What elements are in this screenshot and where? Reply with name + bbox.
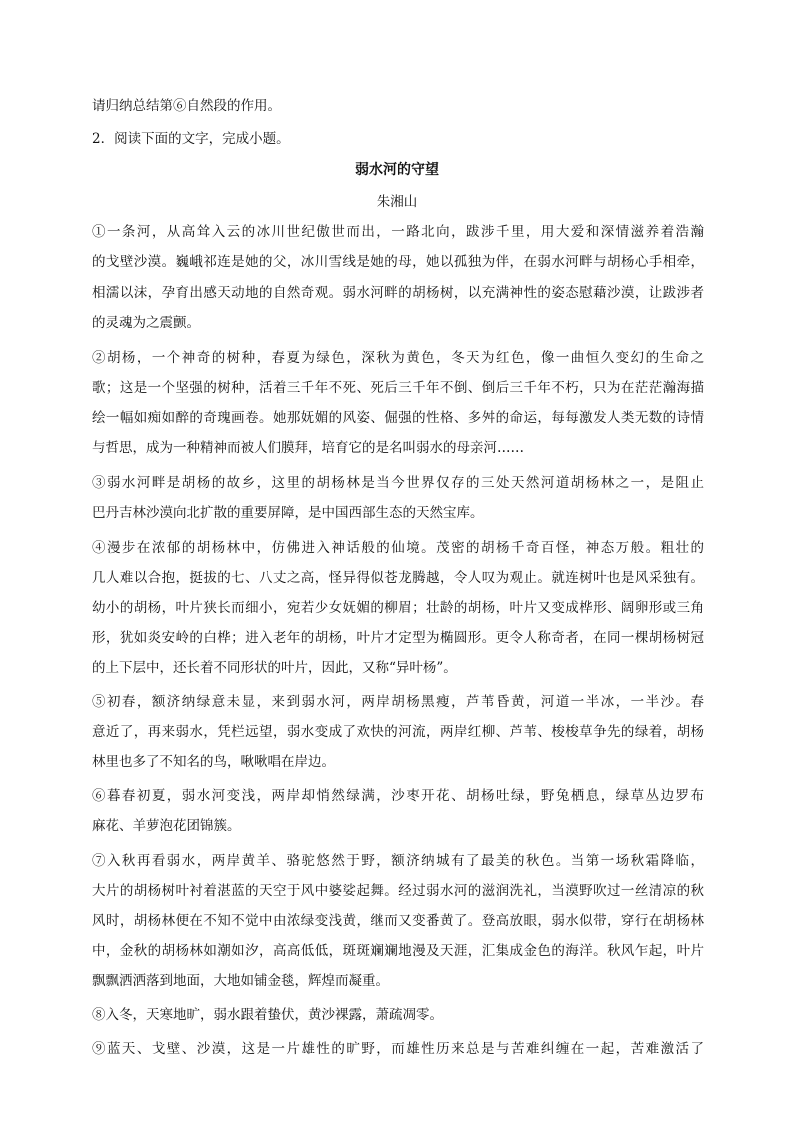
text-line: 麻花、羊萝泡花团锦簇。 bbox=[92, 818, 241, 834]
article-author: 朱湘山 bbox=[376, 194, 418, 210]
text-line: 歌；这是一个坚强的树种，活着三千年不死、死后三千年不倒、倒后三千年不朽，只为在茫茫瀚海描 bbox=[92, 380, 704, 396]
text-line: 的上下层中，还长着不同形状的叶片，因此，又称“异叶杨”。 bbox=[92, 660, 457, 676]
text-line: 几人难以合抱，挺拔的七、八丈之高，怪异得似苍龙腾越，令人叹为观止。就连树叶也是风采独有。 bbox=[92, 570, 704, 586]
text-line: 意近了，再来弱水，凭栏远望，弱水变成了欢快的河流，两岸红柳、芦苇、梭梭草争先的绿着，胡杨 bbox=[92, 724, 704, 740]
text-line: 风时，胡杨林便在不知不觉中由浓绿变浅黄，继而又变番黄了。登高放眼，弱水似带，穿行在胡杨林 bbox=[92, 913, 704, 929]
intro-question: 请归纳总结第⑥自然段的作用。 bbox=[92, 98, 281, 114]
text-line: 大片的胡杨树叶衬着湛蓝的天空于风中婆娑起舞。经过弱水河的滋润洗礼，当漠野吹过一丝清凉的秋 bbox=[92, 883, 704, 899]
text-line: ⑧入冬，天寒地旷，弱水跟着蛰伏，黄沙裸露，萧疏凋零。 bbox=[92, 1007, 443, 1023]
article-title: 弱水河的守望 bbox=[355, 162, 439, 178]
text-line: 巴丹吉林沙漠向北扩散的重要屏障，是中国西部生态的天然宝库。 bbox=[92, 505, 484, 521]
text-line: ⑥暮春初夏，弱水河变浅，两岸却悄然绿满，沙枣开花、胡杨吐绿，野兔栖息，绿草丛边罗布 bbox=[92, 788, 704, 804]
text-line: 形，犹如炎安岭的白桦；进入老年的胡杨，叶片才定型为椭圆形。更令人称奇者，在同一棵胡杨树冠 bbox=[92, 630, 704, 646]
text-line: 与哲思，成为一种精神而被人们膜拜，培育它的是名叫弱水的母亲河…… bbox=[92, 440, 524, 456]
text-line: ②胡杨，一个神奇的树种，春夏为绿色，深秋为黄色，冬天为红色，像一曲恒久变幻的生命之 bbox=[92, 350, 704, 366]
text-line: 的戈壁沙漠。巍峨祁连是她的父，冰川雪线是她的母，她以孤独为伴，在弱水河畔与胡杨心手相牵， bbox=[92, 254, 704, 270]
text-line: 绘一幅如痴如醉的奇瑰画卷。她那妩媚的风姿、倔强的性格、多舛的命运，每每激发人类无数的诗情 bbox=[92, 410, 704, 426]
text-line: 幼小的胡杨，叶片狭长而细小，宛若少女妩媚的柳眉；壮龄的胡杨，叶片又变成桦形、阔卵形或三角 bbox=[92, 600, 704, 616]
question-heading: 2．阅读下面的文字，完成小题。 bbox=[92, 131, 290, 147]
text-line: ①一条河，从高耸入云的冰川世纪傲世而出，一路北向，跋涉千里，用大爱和深情滋养着浩瀚 bbox=[92, 224, 704, 240]
text-line: 林里也多了不知名的鸟，啾啾唱在岸边。 bbox=[92, 754, 335, 770]
text-line: ④漫步在浓郁的胡杨林中，仿佛进入神话般的仙境。茂密的胡杨千奇百怪，神态万般。粗壮的 bbox=[92, 540, 704, 556]
text-line: ③弱水河畔是胡杨的故乡，这里的胡杨林是当今世界仅存的三处天然河道胡杨林之一，是阻止 bbox=[92, 475, 704, 491]
text-line: ⑤初春，额济纳绿意未显，来到弱水河，两岸胡杨黑瘦，芦苇昏黄，河道一半冰，一半沙。春 bbox=[92, 694, 704, 710]
text-line: 的灵魂为之震颤。 bbox=[92, 315, 200, 331]
text-line: ⑦入秋再看弱水，两岸黄羊、骆驼悠然于野，额济纳城有了最美的秋色。当第一场秋霜降临， bbox=[92, 853, 704, 869]
text-line: 相濡以沫，孕育出感天动地的自然奇观。弱水河畔的胡杨树，以充满神性的姿态慰藉沙漠，让跋涉者 bbox=[92, 285, 704, 301]
text-line: 中，金秋的胡杨林如潮如汐，高高低低，斑斑斓斓地漫及天涯，汇集成金色的海洋。秋风乍起，叶片 bbox=[92, 943, 704, 959]
text-line: ⑨蓝天、戈壁、沙漠，这是一片雄性的旷野，而雄性历来总是与苦难纠缠在一起，苦难激活了 bbox=[92, 1041, 704, 1057]
text-line: 飘飘洒洒落到地面，大地如铺金毯，辉煌而凝重。 bbox=[92, 973, 389, 989]
